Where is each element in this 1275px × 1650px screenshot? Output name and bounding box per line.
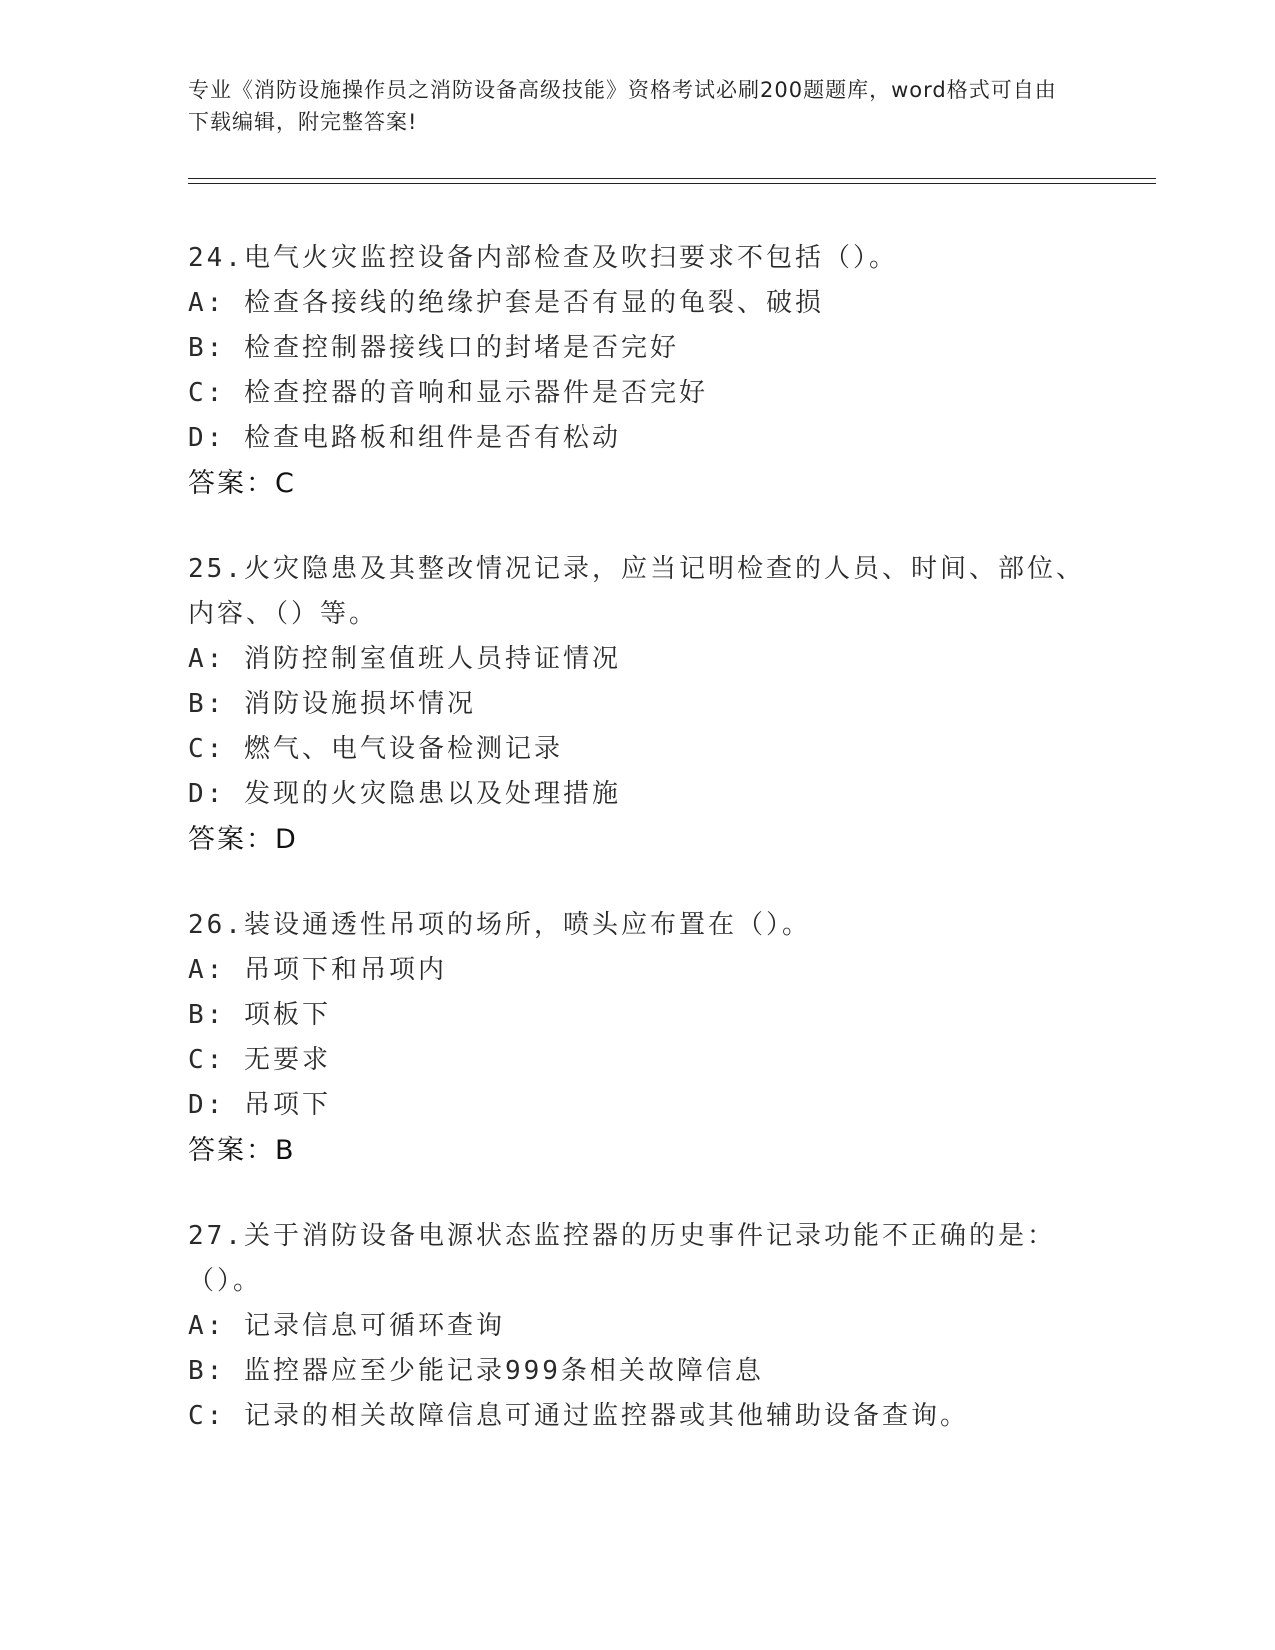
answer: 答案：B bbox=[188, 1135, 296, 1166]
header-rule-bottom bbox=[188, 183, 1156, 184]
option-c: C: 燃气、电气设备检测记录 bbox=[188, 734, 563, 764]
option-d: D: 发现的火灾隐患以及处理措施 bbox=[188, 779, 621, 809]
option-a: A: 消防控制室值班人员持证情况 bbox=[188, 644, 621, 674]
option-b: B: 检查控制器接线口的封堵是否完好 bbox=[188, 333, 679, 363]
answer: 答案：C bbox=[188, 468, 296, 499]
document-header-intro: 专业《消防设施操作员之消防设备高级技能》资格考试必刷200题题库，word格式可自由下载编辑，附完整答案! bbox=[188, 78, 1057, 134]
option-b: B: 监控器应至少能记录999条相关故障信息 bbox=[188, 1356, 764, 1386]
answer: 答案：D bbox=[188, 824, 298, 855]
question-24 bbox=[188, 236, 1088, 507]
header-rule-top bbox=[188, 178, 1156, 179]
option-a: A: 吊项下和吊项内 bbox=[188, 955, 447, 985]
question-list bbox=[188, 236, 1088, 1479]
question-stem: 27.关于消防设备电源状态监控器的历史事件记录功能不正确的是：（）。 bbox=[188, 1221, 1056, 1296]
option-a: A: 记录信息可循环查询 bbox=[188, 1311, 505, 1341]
question-26 bbox=[188, 903, 1088, 1174]
option-c: C: 记录的相关故障信息可通过监控器或其他辅助设备查询。 bbox=[188, 1401, 969, 1431]
option-d: D: 检查电路板和组件是否有松动 bbox=[188, 423, 621, 453]
question-stem: 25.火灾隐患及其整改情况记录，应当记明检查的人员、时间、部位、内容、（）等。 bbox=[188, 554, 1085, 629]
question-stem: 26.装设通透性吊项的场所，喷头应布置在（）。 bbox=[188, 910, 811, 940]
option-a: A: 检查各接线的绝缘护套是否有显的龟裂、破损 bbox=[188, 288, 824, 318]
option-b: B: 消防设施损坏情况 bbox=[188, 689, 476, 719]
option-c: C: 检查控器的音响和显示器件是否完好 bbox=[188, 378, 708, 408]
question-27 bbox=[188, 1214, 1088, 1439]
question-stem: 24.电气火灾监控设备内部检查及吹扫要求不包括（）。 bbox=[188, 243, 898, 273]
option-c: C: 无要求 bbox=[188, 1045, 331, 1075]
question-25 bbox=[188, 547, 1088, 863]
option-d: D: 吊项下 bbox=[188, 1090, 331, 1120]
option-b: B: 项板下 bbox=[188, 1000, 331, 1030]
